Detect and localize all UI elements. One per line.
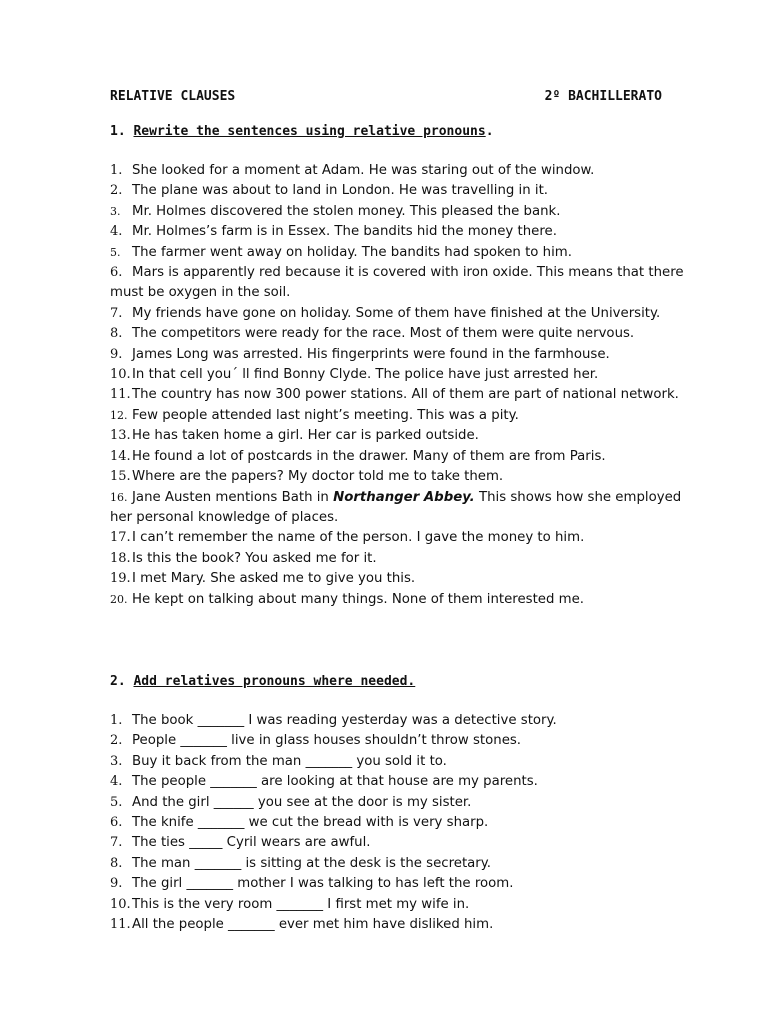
- item-number: 10.: [110, 367, 131, 383]
- list-item: [110, 895, 700, 915]
- item-number: 8.: [110, 855, 123, 871]
- list-item: [110, 752, 700, 772]
- item-text: The plane was about to land in London. He was travelling in it.: [132, 183, 549, 199]
- list-item: [110, 426, 700, 446]
- item-number: 11.: [110, 917, 131, 933]
- list-item: [110, 304, 700, 324]
- list-item: [110, 324, 700, 344]
- list-item: [110, 202, 700, 222]
- item-text: He has taken home a girl. Her car is parked outside.: [132, 428, 479, 444]
- list-item: [110, 488, 700, 529]
- item-text: The man _______ is sitting at the desk is the secretary.: [132, 855, 491, 871]
- list-item: [110, 406, 700, 426]
- item-text: Is this the book? You asked me for it.: [132, 550, 377, 566]
- item-number: 9.: [110, 346, 123, 362]
- exercise-1-list: [110, 161, 700, 610]
- item-text: She looked for a moment at Adam. He was staring out of the window.: [132, 163, 595, 178]
- item-number: 15.: [110, 469, 131, 485]
- item-text: I met Mary. She asked me to give you this.: [132, 571, 416, 587]
- exercise-1-instruction: Rewrite the sentences using relative pronouns: [133, 124, 486, 139]
- item-number: 6.: [110, 265, 123, 281]
- item-text: This shows how she employed her personal knowledge of places.: [110, 489, 682, 525]
- list-item: [110, 181, 700, 201]
- item-text: The farmer went away on holiday. The bandits had spoken to him.: [132, 244, 572, 260]
- item-number: 20.: [110, 592, 128, 606]
- item-number: 5.: [110, 794, 123, 810]
- item-text: And the girl ______ you see at the door is my sister.: [132, 794, 472, 810]
- item-text: Jane Austen mentions Bath in: [132, 489, 334, 505]
- item-number: 17.: [110, 530, 131, 546]
- list-item: [110, 385, 700, 405]
- exercise-1-instruction-period: .: [485, 124, 494, 139]
- item-number: 2.: [110, 733, 123, 749]
- exercise-1-heading: [110, 124, 494, 139]
- list-item: [110, 345, 700, 365]
- document-title: RELATIVE CLAUSES: [110, 89, 236, 104]
- list-item: [110, 365, 700, 385]
- item-text: The people _______ are looking at that house are my parents.: [132, 774, 538, 790]
- item-number: 9.: [110, 876, 123, 892]
- item-number: 13.: [110, 428, 131, 444]
- item-text: The country has now 300 power stations. All of them are part of national network.: [132, 387, 679, 403]
- item-number: 1.: [110, 713, 123, 728]
- item-text: Mars is apparently red because it is covered with iron oxide. This means that there must be oxygen in the soil.: [110, 265, 684, 301]
- exercise-2-list: [110, 711, 700, 935]
- item-text: Where are the papers? My doctor told me to take them.: [132, 469, 504, 485]
- list-item: [110, 161, 700, 181]
- item-number: 16.: [110, 490, 128, 504]
- exercise-2-number: 2.: [110, 674, 126, 689]
- list-item: [110, 549, 700, 569]
- item-text: The girl _______ mother I was talking to has left the room.: [132, 876, 514, 892]
- item-number: 7.: [110, 305, 123, 321]
- item-number: 19.: [110, 571, 131, 587]
- item-text: In that cell you´ ll find Bonny Clyde. The police have just arrested her.: [132, 367, 599, 383]
- item-text: The competitors were ready for the race. Most of them were quite nervous.: [132, 326, 635, 342]
- item-number: 3.: [110, 204, 121, 218]
- list-item: [110, 793, 700, 813]
- item-number: 14.: [110, 448, 131, 464]
- item-number: 5.: [110, 245, 121, 259]
- item-text: The book _______ I was reading yesterday was a detective story.: [132, 713, 557, 728]
- list-item: [110, 447, 700, 467]
- list-item: [110, 833, 700, 853]
- item-text: James Long was arrested. His fingerprints were found in the farmhouse.: [132, 346, 610, 362]
- item-text: Mr. Holmes discovered the stolen money. This pleased the bank.: [132, 203, 561, 219]
- list-item: [110, 813, 700, 833]
- item-text: I can’t remember the name of the person. I gave the money to him.: [132, 530, 585, 546]
- list-item: [110, 569, 700, 589]
- item-number: 8.: [110, 326, 123, 342]
- item-number: 18.: [110, 550, 131, 566]
- list-item: [110, 222, 700, 242]
- item-text: He kept on talking about many things. None of them interested me.: [132, 591, 585, 607]
- item-number: 7.: [110, 835, 123, 851]
- item-number: 10.: [110, 896, 131, 912]
- book-title: Northanger Abbey.: [333, 489, 475, 505]
- list-item: [110, 711, 700, 731]
- item-number: 1.: [110, 163, 123, 178]
- item-number: 2.: [110, 183, 123, 199]
- list-item: [110, 467, 700, 487]
- item-text: This is the very room _______ I first met my wife in.: [132, 896, 470, 912]
- list-item: [110, 263, 700, 304]
- list-item: [110, 528, 700, 548]
- list-item: [110, 915, 700, 935]
- item-number: 6.: [110, 815, 123, 831]
- list-item: [110, 772, 700, 792]
- exercise-1-number: 1.: [110, 124, 126, 139]
- list-item: [110, 854, 700, 874]
- item-text: The knife _______ we cut the bread with is very sharp.: [132, 815, 489, 831]
- exercise-2-heading: [110, 674, 415, 689]
- list-item: [110, 590, 700, 610]
- item-text: People _______ live in glass houses shouldn’t throw stones.: [132, 733, 522, 749]
- item-text: Few people attended last night’s meeting. This was a pity.: [132, 407, 519, 423]
- list-item: [110, 874, 700, 894]
- item-text: My friends have gone on holiday. Some of them have finished at the University.: [132, 305, 661, 321]
- item-text: All the people _______ ever met him have disliked him.: [132, 917, 494, 933]
- item-number: 4.: [110, 224, 123, 240]
- item-number: 12.: [110, 408, 128, 422]
- item-text: Buy it back from the man _______ you sold it to.: [132, 753, 447, 769]
- item-number: 4.: [110, 774, 123, 790]
- course-level: 2º BACHILLERATO: [544, 89, 662, 104]
- exercise-2-instruction: Add relatives pronouns where needed.: [133, 674, 416, 689]
- list-item: [110, 731, 700, 751]
- list-item: [110, 243, 700, 263]
- item-number: 3.: [110, 753, 123, 769]
- item-text: The ties _____ Cyril wears are awful.: [132, 835, 371, 851]
- item-number: 11.: [110, 387, 131, 403]
- item-text: Mr. Holmes’s farm is in Essex. The bandits hid the money there.: [132, 224, 557, 240]
- item-text: He found a lot of postcards in the drawer. Many of them are from Paris.: [132, 448, 606, 464]
